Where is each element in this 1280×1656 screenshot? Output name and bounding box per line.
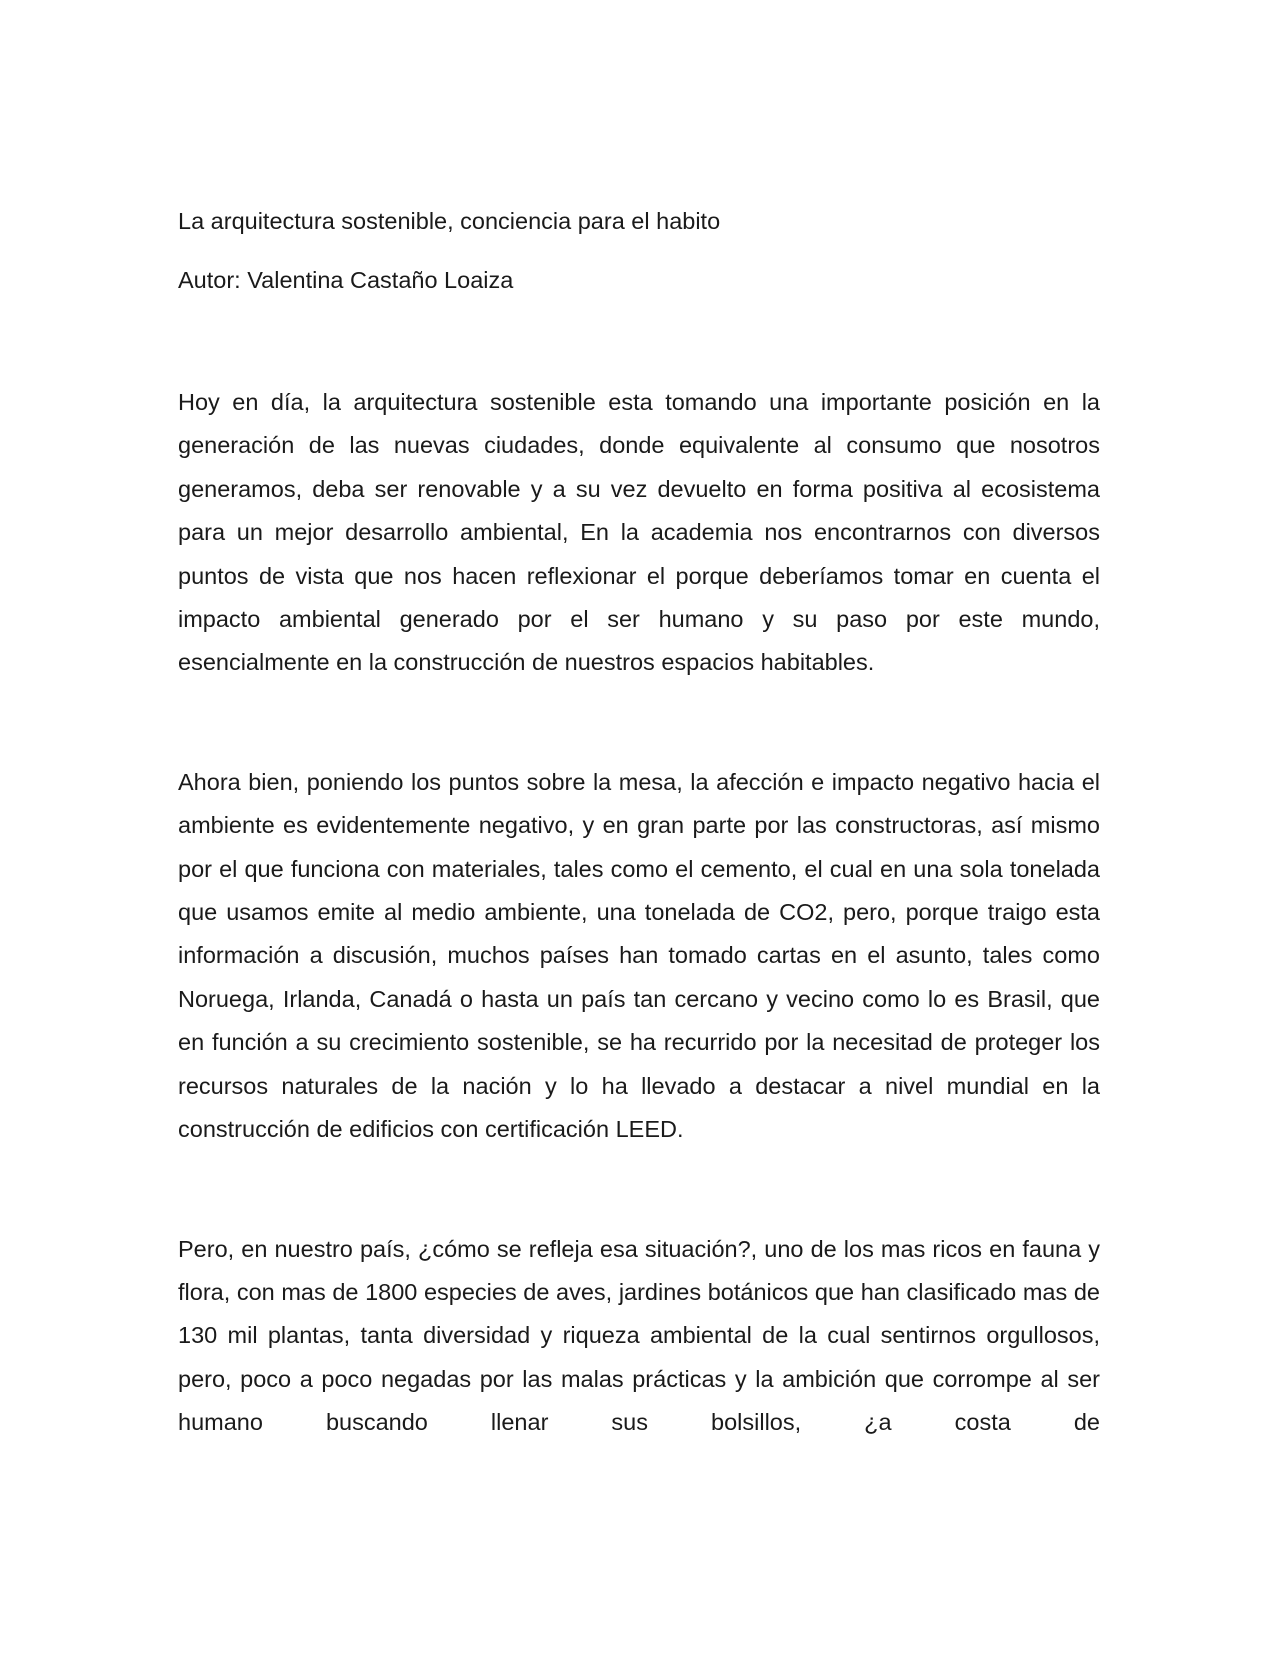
paragraph-3: Pero, en nuestro país, ¿cómo se refleja esa situación?, uno de los mas ricos en fauna y flora, con mas de 1800 especies de aves, jardines botánicos que han clasificado mas de 130 mil plantas, tanta diversidad y riqueza ambiental de la cual sentirnos orgullosos, pero, poco a poco negadas por las malas prácticas y la ambición que corrompe al ser humano buscando llenar sus bolsillos, ¿a costa de: [178, 1235, 1100, 1436]
document-title: La arquitectura sostenible, conciencia para el habito: [178, 208, 721, 234]
paragraph-1: Hoy en día, la arquitectura sostenible esta tomando una importante posición en la generación de las nuevas ciudades, donde equivalente al consumo que nosotros generamos, deba ser renovable y a su vez devuelto en forma positiva al ecosistema para un mejor desarrollo ambiental, En la academia nos encontrarnos con diversos puntos de vista que nos hacen reflexionar el porque deberíamos tomar en cuenta el impacto ambiental generado por el ser humano y su paso por este mundo, esencialmente en la construcción de nuestros espacios habitables.: [178, 389, 1100, 676]
paragraph-2: Ahora bien, poniendo los puntos sobre la mesa, la afección e impacto negativo hacia el ambiente es evidentemente negativo, y en gran parte por las constructoras, así mismo por el que funciona con materiales, tales como el cemento, el cual en una sola tonelada que usamos emite al medio ambiente, una tonelada de CO2, pero, porque traigo esta información a discusión, muchos países han tomado cartas en el asunto, tales como Noruega, Irlanda, Canadá o hasta un país tan cercano y vecino como lo es Brasil, que en función a su crecimiento sostenible, se ha recurrido por la necesitad de proteger los recursos naturales de la nación y lo ha llevado a destacar a nivel mundial en la construcción de edificios con certificación LEED.: [178, 768, 1100, 1143]
document-author: Autor: Valentina Castaño Loaiza: [178, 267, 514, 293]
document-body: [178, 204, 1100, 1445]
